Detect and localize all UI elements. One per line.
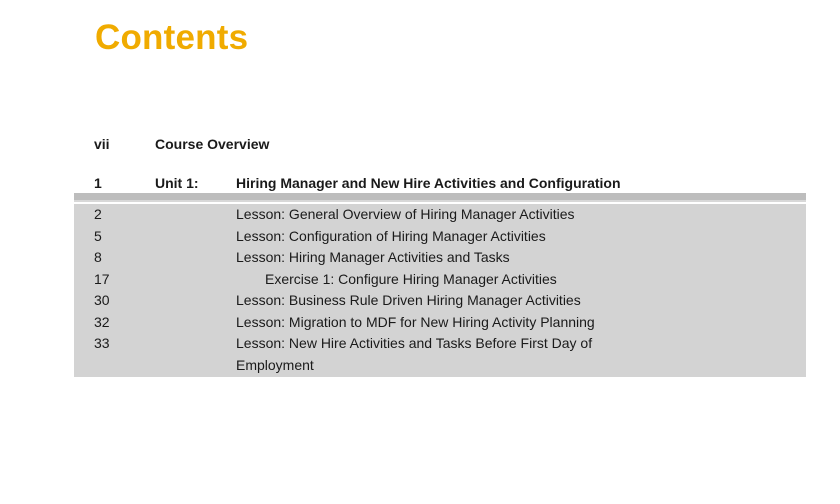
- lesson-list: [74, 204, 806, 377]
- page-number: 32: [94, 314, 110, 330]
- lesson-title: Lesson: Migration to MDF for New Hiring Activity Planning: [236, 314, 595, 330]
- unit-title: Hiring Manager and New Hire Activities and Configuration: [236, 175, 621, 191]
- lesson-title: Lesson: Hiring Manager Activities and Tasks: [236, 249, 510, 265]
- page-number: 8: [94, 249, 102, 265]
- toc-entry-lesson-continued[interactable]: [74, 355, 806, 376]
- toc-entry-lesson[interactable]: [74, 204, 806, 225]
- toc-entry-lesson[interactable]: [74, 333, 806, 354]
- page-number: 2: [94, 206, 102, 222]
- lesson-title: Lesson: Business Rule Driven Hiring Manager Activities: [236, 292, 581, 308]
- toc-entry-lesson[interactable]: [74, 312, 806, 333]
- exercise-title: Exercise 1: Configure Hiring Manager Activities: [265, 271, 557, 287]
- page-number: 30: [94, 292, 110, 308]
- course-overview-label: Course Overview: [155, 136, 270, 152]
- unit-divider: [74, 193, 806, 200]
- toc-entry-course-overview[interactable]: [0, 134, 840, 154]
- toc-entry-lesson[interactable]: [74, 247, 806, 268]
- toc-entry-lesson[interactable]: [74, 290, 806, 311]
- unit-label: Unit 1:: [155, 175, 199, 191]
- page-number: vii: [94, 136, 110, 152]
- page-number: 5: [94, 228, 102, 244]
- toc-entry-unit-1[interactable]: [0, 173, 840, 193]
- lesson-title: Lesson: General Overview of Hiring Manager Activities: [236, 206, 575, 222]
- toc-entry-lesson[interactable]: [74, 226, 806, 247]
- unit-divider-light: [74, 200, 806, 202]
- page-number: 1: [94, 175, 102, 191]
- lesson-title: Lesson: New Hire Activities and Tasks Before First Day of: [236, 335, 593, 351]
- toc-entry-exercise[interactable]: [74, 269, 806, 290]
- page-title: Contents: [95, 18, 249, 57]
- lesson-title: Lesson: Configuration of Hiring Manager Activities: [236, 228, 546, 244]
- page-number: 33: [94, 335, 110, 351]
- page-number: 17: [94, 271, 110, 287]
- lesson-title-continued: Employment: [236, 357, 314, 373]
